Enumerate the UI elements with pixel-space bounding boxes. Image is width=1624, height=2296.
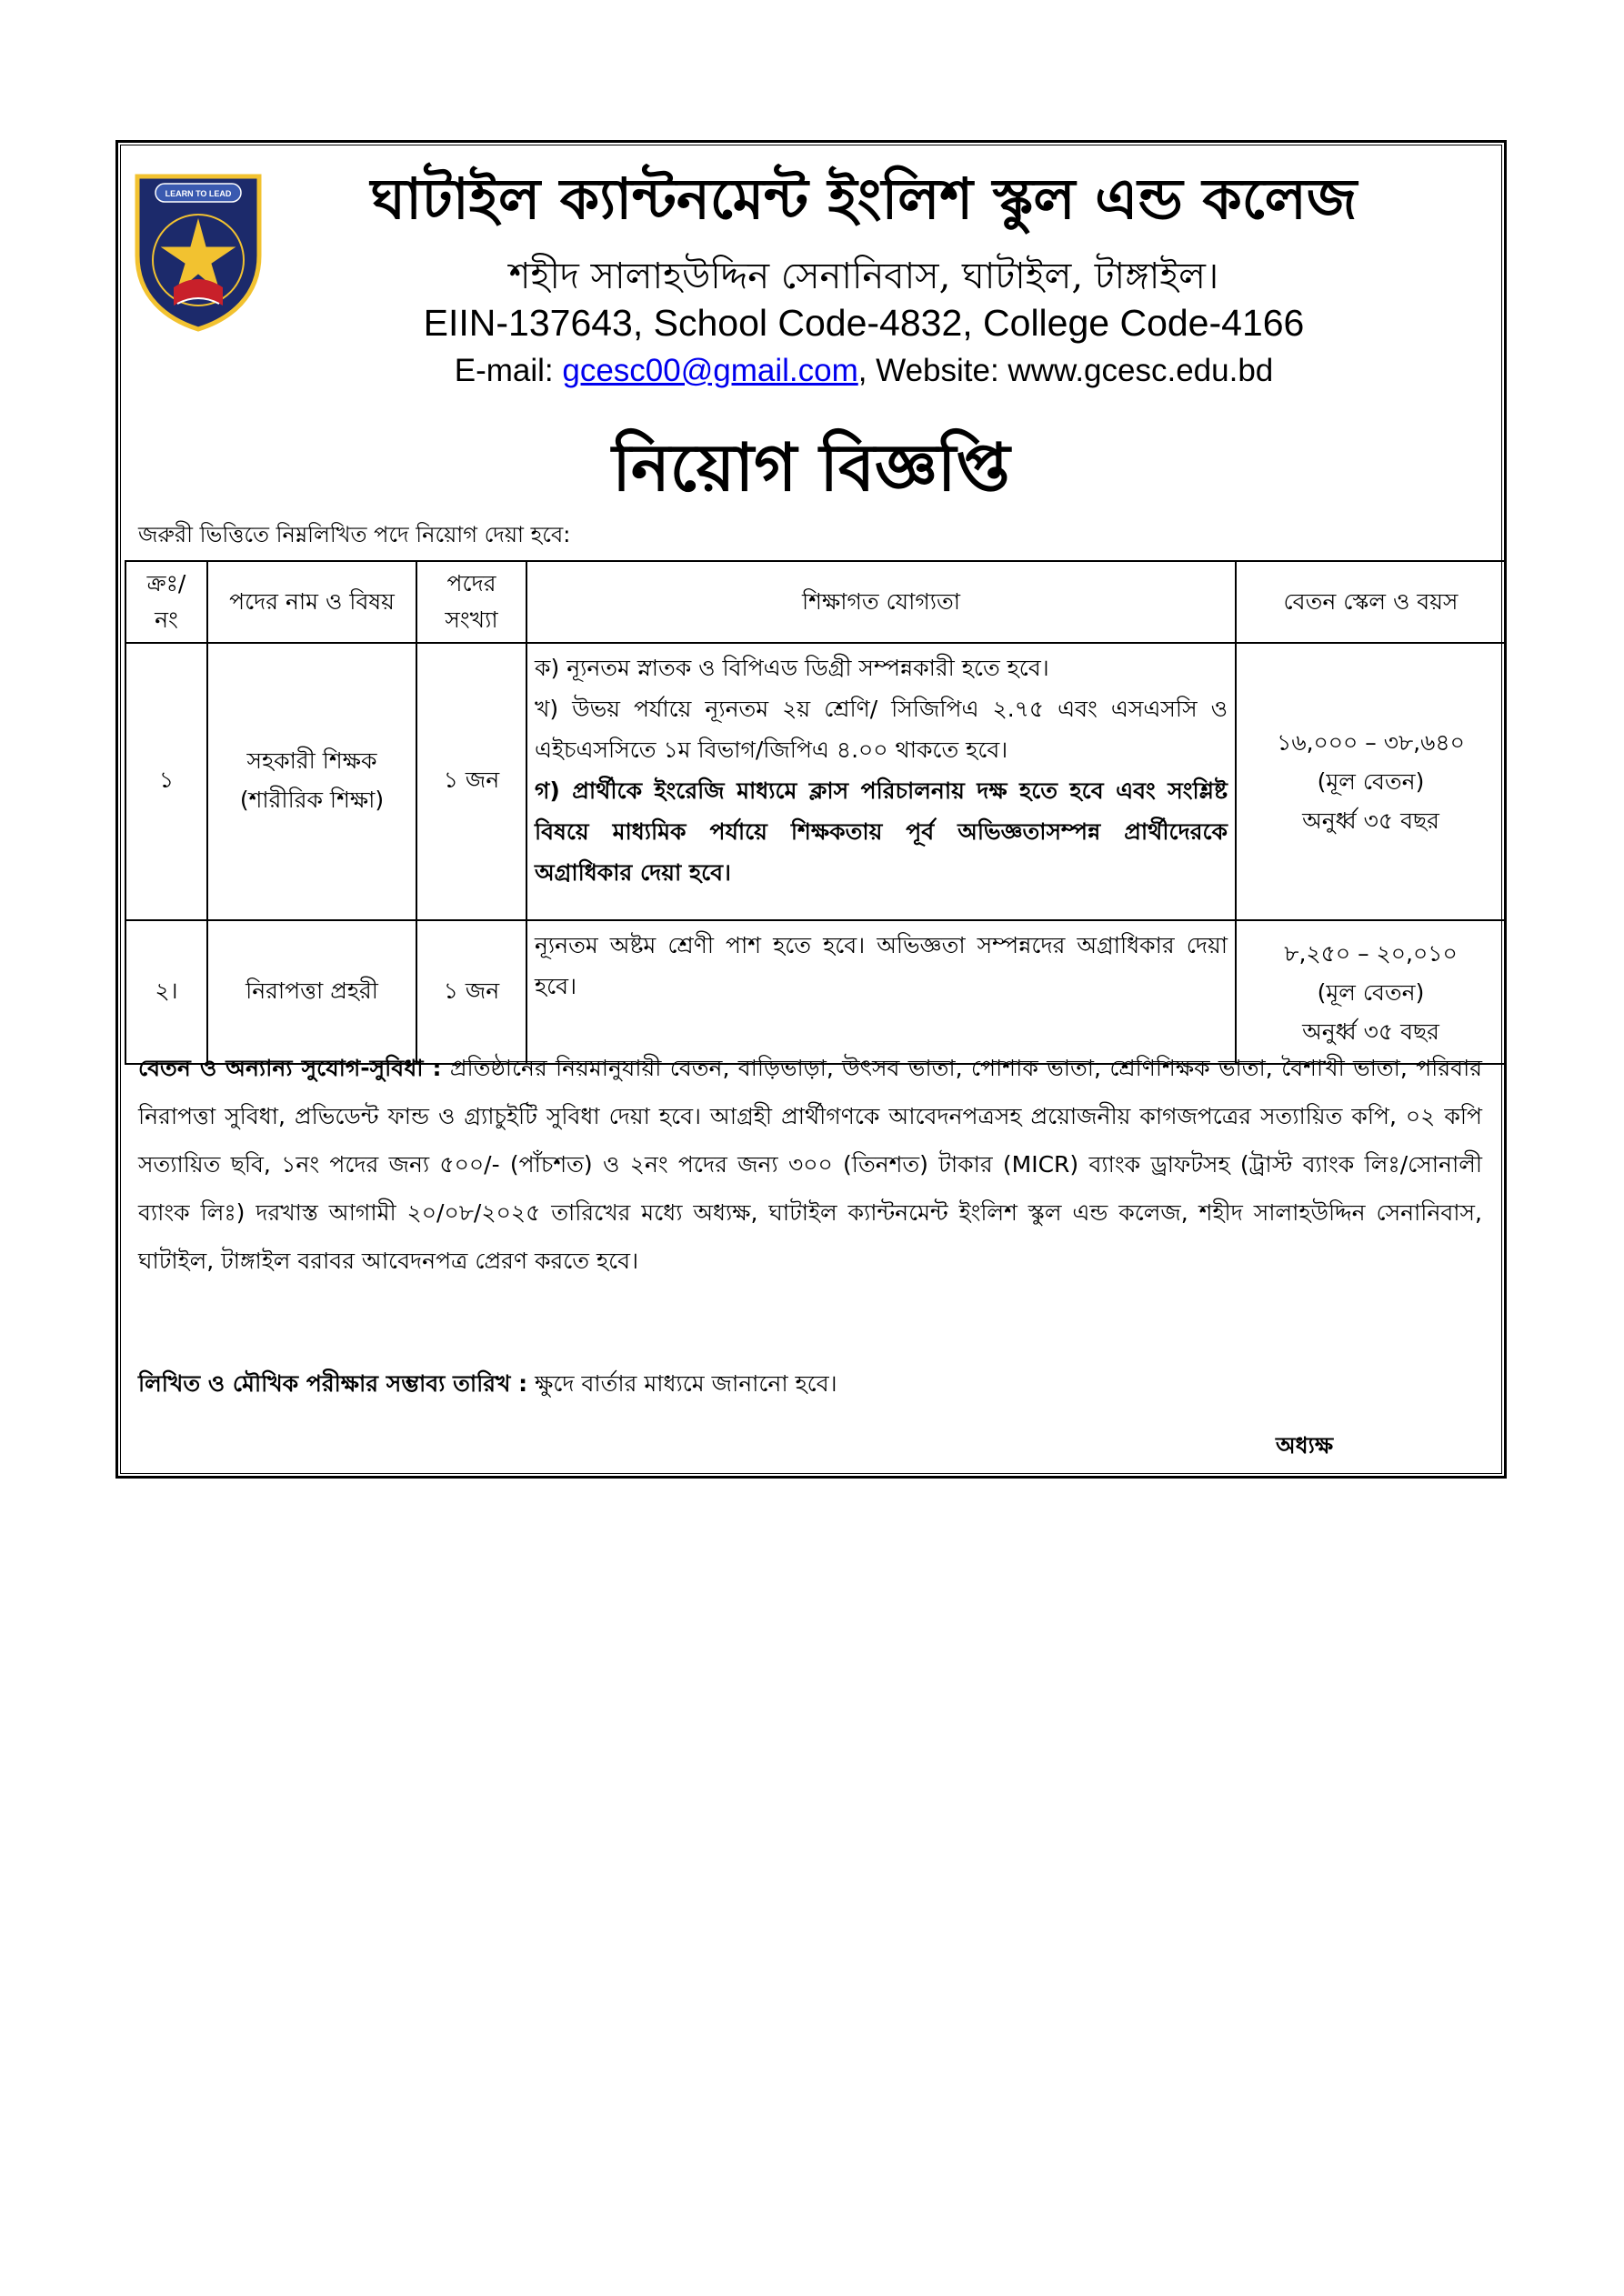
school-logo bbox=[130, 169, 266, 333]
age-limit: অনুর্ধ্ব ৩৫ বছর bbox=[1302, 807, 1439, 834]
website-text: , Website: www.gcesc.edu.bd bbox=[857, 353, 1274, 388]
salary-range: ১৬,০০০ – ৩৮,৬৪০ bbox=[1277, 729, 1465, 756]
table-row bbox=[125, 643, 1506, 920]
table-header-row bbox=[125, 561, 1506, 643]
logo-motto: LEARN TO LEAD bbox=[165, 189, 232, 198]
signatory: অধ্যক্ষ bbox=[1276, 1432, 1334, 1459]
qualification-c: গ) প্রার্থীকে ইংরেজি মাধ্যমে ক্লাস পরিচালনায় দক্ষ হতে হবে এবং সংশ্লিষ্ট বিষয়ে মাধ্যমিক পর্যায়ে শিক্ষকতায় পূর্ব অভিজ্ঞতাসম্পন্ন প্রার্থীদেরকে অগ্রাধিকার দেয়া হবে। bbox=[535, 777, 1228, 886]
qualification-a: ন্যূনতম অষ্টম শ্রেণী পাশ হতে হবে। অভিজ্ঞতা সম্পন্নদের অগ্রাধিকার দেয়া হবে। bbox=[535, 932, 1228, 999]
age-limit: অনুর্ধ্ব ৩৫ বছর bbox=[1302, 1018, 1439, 1045]
row-salary bbox=[1236, 920, 1506, 1064]
header-qualification: শিক্ষাগত যোগ্যতা bbox=[526, 561, 1236, 643]
row-qualification bbox=[526, 643, 1236, 920]
salary-note: (মূল বেতন) bbox=[1317, 768, 1425, 795]
header-post: পদের নাম ও বিষয় bbox=[207, 561, 416, 643]
benefits-text: প্রতিষ্ঠানের নিয়মানুযায়ী বেতন, বাড়িভাড়া, উৎসব ভাতা, পোশাক ভাতা, শ্রেণিশিক্ষক ভাতা, বৈশাখী ভাতা, পরিবার নিরাপত্তা সুবিধা, প্রভিডেন্ট ফান্ড ও গ্র্যাচুইটি সুবিধা দেয়া হবে। আগ্রহী প্রার্থীগণকে আবেদনপত্রসহ প্রয়োজনীয় কাগজপত্রের সত্যায়িত কপি, ০২ কপি সত্যায়িত ছবি, ১নং পদের জন্য ৫০০/- (পাঁচশত) ও ২নং পদের জন্য ৩০০ (তিনশত) টাকার (MICR) ব্যাংক ড্রাফটসহ (ট্রাস্ট ব্যাংক লিঃ/সোনালী ব্যাংক লিঃ) দরখাস্ত আগামী ২০/০৮/২০২৫ তারিখের মধ্যে অধ্যক্ষ, ঘাটাইল ক্যান্টনমেন্ট ইংলিশ স্কুল এন্ড কলেজ, শহীদ সালাহউদ্দিন সেনানিবাস, ঘাটাইল, টাঙ্গাইল বরাবর আবেদনপত্র প্রেরণ করতে হবে। bbox=[138, 1055, 1482, 1274]
table-row bbox=[125, 920, 1506, 1064]
contact-line bbox=[273, 353, 1455, 389]
intro-text: জরুরী ভিত্তিতে নিম্নলিখিত পদে নিয়োগ দেয়া হবে: bbox=[138, 522, 571, 547]
header-count: পদের সংখ্যা bbox=[416, 561, 526, 643]
notice-title: নিয়োগ বিজ্ঞপ্তি bbox=[612, 428, 1010, 506]
header-serial: ক্রঃ/ নং bbox=[125, 561, 207, 643]
row-count: ১ জন bbox=[416, 643, 526, 920]
post-title: নিরাপত্তা প্রহরী bbox=[246, 977, 378, 1004]
row-post bbox=[207, 643, 416, 920]
benefits-paragraph bbox=[138, 1044, 1482, 1285]
school-address: শহীদ সালাহউদ্দিন সেনানিবাস, ঘাটাইল, টাঙ্গাইল। bbox=[508, 256, 1219, 297]
exam-text: ক্ষুদে বার্তার মাধ্যমে জানানো হবে। bbox=[527, 1370, 837, 1397]
post-title: সহকারী শিক্ষক bbox=[246, 747, 377, 774]
row-count: ১ জন bbox=[416, 920, 526, 1064]
benefits-label: বেতন ও অন্যান্য সুযোগ-সুবিধা : bbox=[138, 1055, 442, 1081]
qualification-b: খ) উভয় পর্যায়ে ন্যূনতম ২য় শ্রেণি/ সিজিপিএ ২.৭৫ এবং এসএসসি ও এইচএসসিতে ১ম বিভাগ/জিপিএ ৪.০০ থাকতে হবে। bbox=[535, 696, 1228, 763]
email-label: E-mail: bbox=[454, 353, 563, 388]
salary-range: ৮,২৫০ – ২০,০১০ bbox=[1284, 939, 1458, 967]
exam-date-line bbox=[138, 1366, 837, 1405]
row-serial: ১ bbox=[125, 643, 207, 920]
post-subject: (শারীরিক শিক্ষা) bbox=[239, 786, 385, 813]
qualification-a: ক) ন্যূনতম স্নাতক ও বিপিএড ডিগ্রী সম্পন্নকারী হতে হবে। bbox=[535, 655, 1049, 681]
row-serial: ২। bbox=[125, 920, 207, 1064]
vacancy-table bbox=[125, 560, 1507, 1065]
school-codes: EIIN-137643, School Code-4832, College Code-4166 bbox=[423, 302, 1305, 344]
salary-note: (মূল বেতন) bbox=[1317, 978, 1425, 1006]
school-name: ঘাটাইল ক্যান্টনমেন্ট ইংলিশ স্কুল এন্ড কলেজ bbox=[370, 165, 1358, 232]
row-post bbox=[207, 920, 416, 1064]
row-salary bbox=[1236, 643, 1506, 920]
row-qualification bbox=[526, 920, 1236, 1064]
header-salary: বেতন স্কেল ও বয়স bbox=[1236, 561, 1506, 643]
exam-label: লিখিত ও মৌখিক পরীক্ষার সম্ভাব্য তারিখ : bbox=[138, 1370, 528, 1397]
email-link[interactable]: gcesc00@gmail.com bbox=[562, 353, 858, 388]
